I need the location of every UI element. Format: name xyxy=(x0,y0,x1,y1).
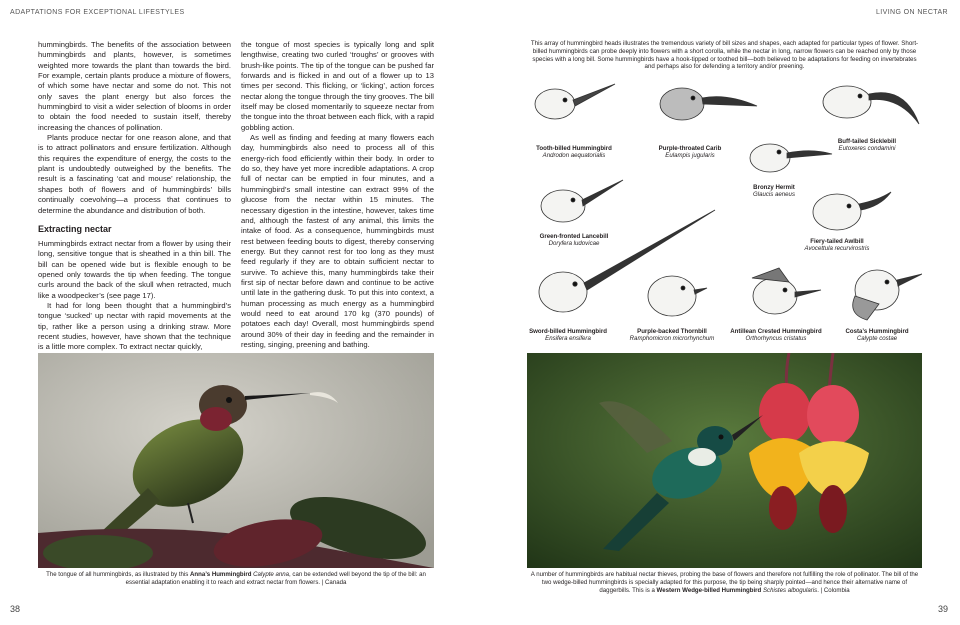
bird-label: Green-fronted Lancebill Doryfera ludovicae xyxy=(539,233,609,248)
caption-text: . | Colombia xyxy=(817,587,850,595)
costas-hummingbird-head xyxy=(853,270,922,320)
bird-label: Antillean Crested Hummingbird Orthorhyncus cristatus xyxy=(730,328,822,343)
bird-label: Sword-billed Hummingbird Ensifera ensifera xyxy=(529,328,607,343)
caption-left xyxy=(38,571,434,587)
tooth-billed-head xyxy=(535,84,615,119)
running-head-right: LIVING ON NECTAR xyxy=(875,9,948,16)
caption-text: , can be extended well beyond the tip of the bill: an essential adaptation enabling it to reach and extract nectar from flowers. | Canada xyxy=(125,571,426,587)
bird-label: Purple-backed Thornbill Ramphomicron microrhynchum xyxy=(629,328,715,343)
running-head-left: ADAPTATIONS FOR EXCEPTIONAL LIFESTYLES xyxy=(10,9,185,16)
caption-right xyxy=(527,571,922,595)
paragraph: Plants produce nectar for one reason alone, and that is to attract pollinators and ensure fertilization. Although this requires the expenditure of energy, the costs to the plant is undoubtedly outweighed by the benefits. The result is a fascinating ‘cat and mouse’ relationship, the shapes both of flowers and of hummingbirds’ bills continually coevolving—a process that continues to determine the abundance and distribution of both. xyxy=(38,133,231,215)
paragraph: hummingbirds. The benefits of the association between hummingbirds and plants, however, is sometimes weighted more towards the plant than towards the bird. For example, certain plants produce a mixture of flowers, of which some have nectar and some do not. This not only saves the plant energy but also forces the hummingbird to visit a wider selection of blooms in order to obtain the food needed to sustain itself, thereby increasing the chances of pollination. xyxy=(38,40,231,132)
text-column-2 xyxy=(241,40,434,350)
wedge-billed-hummingbird-photo xyxy=(527,353,922,568)
bird-label: Costa’s Hummingbird Calypte costae xyxy=(845,328,909,343)
caption-text: The tongue of all hummingbirds, as illustrated by this xyxy=(46,571,191,578)
hummingbird-heads-figure xyxy=(527,78,922,350)
bird-label: Bronzy Hermit Glaucis aeneus xyxy=(752,184,795,199)
caption-scientific-name: Schistes albogularis xyxy=(762,587,818,595)
buff-tailed-sicklebill-head xyxy=(823,86,919,124)
purple-backed-thornbill-head xyxy=(648,276,707,316)
figure-intro-text: This array of hummingbird heads illustrates the tremendous variety of bill sizes and shapes, each adapted for particular types of flower. Short-billed hummingbirds can probe deeply into flowers with a short corolla, while the nectar in long, narrow flowers can be reached only by those species with a long bill. Some hummingbirds have a hook-tipped or toothed bill—both believed to be adaptations for feeding on invertebrates and perhaps also for defending a territory and/or preening. xyxy=(530,40,919,71)
paragraph: It had for long been thought that a hummingbird’s tongue ‘sucked’ up nectar with rapid movements at the tip, rather like a person using a drinking straw. More recent studies, however, have shown that the technique is a little more complex. To extract nectar quickly, xyxy=(38,300,231,352)
bird-label: Tooth-billed Hummingbird Androdon aequatorialis xyxy=(536,145,612,160)
bird-label: Fiery-tailed Awlbill Avocettula recurvirostris xyxy=(804,238,870,253)
green-fronted-lancebill-head xyxy=(541,180,623,222)
bird-label: Purple-throated Carib Eulampis jugularis xyxy=(658,145,722,160)
caption-species-name: Western Wedge-billed Hummingbird xyxy=(656,587,762,595)
paragraph: Hummingbirds extract nectar from a flower by using their long, sensitive tongue that is sheathed in a thin bill. The bill can be opened wide but is flexible enough to be opened only towards the tip when feeding. The tongue curls around the back of the skull when retracted, much like a woodpecker’s (see page 17). xyxy=(38,238,231,300)
antillean-crested-head xyxy=(752,268,821,314)
annas-hummingbird-photo xyxy=(38,353,434,568)
page-number-right: 39 xyxy=(937,604,948,614)
text-column-1 xyxy=(38,40,231,353)
hummingbird-heads-illustration xyxy=(527,78,922,350)
page-number-left: 38 xyxy=(10,604,21,614)
section-heading: Extracting nectar xyxy=(38,223,112,234)
caption-scientific-name: Calypte anna xyxy=(253,571,290,578)
bird-label: Buff-tailed Sicklebill Eutoxeres condamini xyxy=(837,138,897,153)
caption-species-name: Anna’s Hummingbird xyxy=(190,571,252,578)
purple-throated-carib-head xyxy=(660,88,757,120)
caption-text: A number of hummingbirds are habitual nectar thieves, probing the base of flowers and therefore not fulfilling the role of pollinator. The bill of the two wedge-billed hummingbirds is specially adapted for this purpose, the tip being sharply pointed—and hence their alternative name of daggerbills. This is a xyxy=(530,571,919,595)
paragraph: As well as finding and feeding at many flowers each day, hummingbirds also need to process all of this energy-rich food efficiently within their body. In order to do so, they have yet more incredible adaptations. A crop full of nectar can be emptied in four minutes, and a hummingbird’s small intestine can extract 99% of the glucose from the nectar within 15 minutes. The necessary digestion in the intestine, however, takes time and, although the fastest of any animal, this limits the intake of food. As a consequence, hummingbirds must rest between feeding bouts to digest, thereby conserving energy. But they cannot rest for too long as they must feed regularly if they are to obtain sufficient nectar to survive. To achieve this, many hummingbirds take their first sip of nectar before dawn and continue to be active until late in the gathering dusk. To put this into context, a human processing as much energy as a hummingbird would need to eat around 170 kg (370 pounds) of potatoes each day! Overall, most hummingbirds spend around 30% of their day in feeding and the remainder in resting, singing, preening and bathing. xyxy=(241,133,434,349)
paragraph: the tongue of most species is typically long and split lengthwise, creating two curled ‘troughs’ or grooves with brush-like points. The tip of the tongue can be pushed far forwards and is flicked in and out of a flower up to 13 times per second. This flicking, or ‘licking’, action forces nectar along the tongue through the tiny grooves. The bill itself may be closed momentarily to squeeze nectar from the tongue into the throat between each flick, with a rapid gobbling action. xyxy=(241,40,434,132)
